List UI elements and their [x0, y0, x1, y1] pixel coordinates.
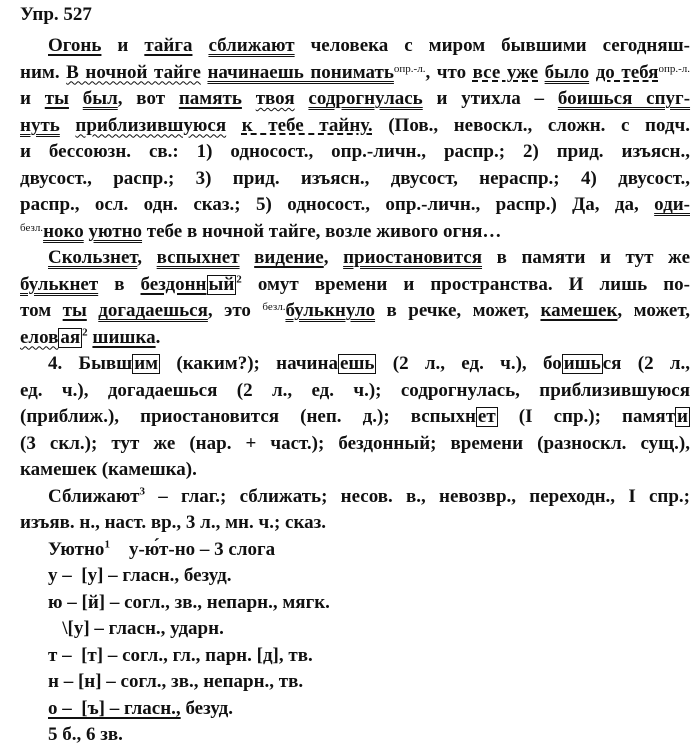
- marked-word: нуть: [20, 114, 60, 136]
- text-segment: Сближают: [48, 485, 140, 507]
- morpheme-box: ишь: [563, 353, 601, 374]
- text-segment: ся (2 л.,: [602, 353, 691, 374]
- marked-word: ты: [62, 300, 87, 321]
- text-segment: (Пов., невоскл., сложн. с подч.: [372, 114, 691, 136]
- marked-word: вспыхнет: [156, 247, 240, 268]
- text-segment: безуд.: [180, 697, 234, 719]
- text-line: [20, 113, 690, 140]
- text-segment: тебе в ночной тайге, возле живого огня…: [142, 220, 502, 242]
- text-segment: (3 скл.); тут же (нар. + част.); бездонный; времени (разноскл. сущ.),: [20, 432, 690, 454]
- marked-word: начинаешь понимать: [207, 61, 394, 83]
- text-segment: человека с миром бывшими сегодняш-: [294, 35, 690, 56]
- text-segment: [87, 300, 98, 321]
- annotation-label: безл.: [20, 221, 44, 234]
- morpheme-box: ешь: [339, 353, 375, 374]
- text-line: [20, 510, 690, 537]
- text-segment: и бессоюзн. св.: 1) односост., опр.-личн., распр.; 2) прид. изъясн.,: [20, 141, 690, 162]
- text-segment: (I спр.); памят: [497, 406, 676, 427]
- morpheme-box: им: [134, 353, 159, 374]
- text-line: [20, 722, 690, 749]
- text-segment: \[у] – гласн., ударн.: [48, 618, 224, 639]
- footnote-mark: 2: [82, 326, 88, 339]
- marked-word: твоя: [255, 88, 295, 109]
- marked-word: о – [ъ] – гласн.,: [48, 697, 181, 719]
- text-segment: .: [155, 326, 161, 348]
- footnote-mark: 3: [139, 485, 145, 498]
- marked-word: сближают: [208, 35, 295, 56]
- text-line: [20, 404, 690, 431]
- text-segment: , может,: [617, 300, 690, 321]
- text-segment: в речке, может,: [375, 300, 541, 321]
- text-line: [20, 351, 690, 378]
- text-line: [20, 590, 690, 617]
- text-segment: [60, 115, 76, 136]
- text-line: [20, 245, 690, 272]
- text-segment: , это: [207, 300, 263, 321]
- text-segment: распр., осл. одн. сказ.; 5) односост., опр.-личн., распр.) Да, да,: [20, 194, 655, 215]
- text-segment: ним.: [20, 61, 67, 83]
- text-segment: ,: [137, 247, 157, 268]
- text-segment: в памяти и тут же: [482, 247, 690, 268]
- marked-word: шишка: [92, 326, 156, 348]
- text-segment: в: [98, 273, 141, 295]
- text-line: [20, 643, 690, 670]
- text-line: [20, 219, 690, 246]
- text-line: [20, 60, 690, 87]
- annotation-label: безл.: [262, 301, 286, 313]
- text-segment: [192, 35, 208, 56]
- text-line: [20, 484, 690, 511]
- text-segment: двусост., распр.; 3) прид. изъясн., двусост, нераспр.; 4) двусост.,: [20, 167, 690, 189]
- text-segment: т – [т] – согл., гл., парн. [д], тв.: [48, 644, 313, 666]
- text-segment: и: [20, 88, 45, 109]
- marked-word: к тебе тайну.: [241, 114, 373, 136]
- marked-word: булькнет: [20, 273, 99, 295]
- exercise-title: Упр. 527: [20, 4, 92, 25]
- text-line: [20, 378, 690, 405]
- text-line: [20, 298, 690, 325]
- text-segment: ю – [й] – согл., зв., непарн., мягк.: [48, 591, 330, 613]
- text-segment: (приближ.), приостановится (неп. д.); вспыхн: [20, 406, 476, 427]
- marked-word: содрогнулась: [308, 88, 423, 109]
- text-segment: , вот: [117, 88, 179, 109]
- text-segment: и: [101, 35, 145, 56]
- text-segment: (каким?); начина: [160, 353, 338, 374]
- marked-word: уютно: [88, 220, 143, 242]
- text-line: [20, 139, 690, 166]
- text-line: [20, 563, 690, 590]
- text-segment: [295, 88, 309, 109]
- marked-word: приблизившуюся: [75, 114, 227, 136]
- text-line: [20, 192, 690, 219]
- marked-word: до тебя: [595, 61, 659, 83]
- text-segment: [242, 88, 256, 109]
- text-segment: у-ю́т-но – 3 слога: [109, 538, 276, 560]
- text-segment: 4. Бывш: [48, 353, 133, 374]
- marked-word: Огонь: [48, 35, 102, 56]
- text-segment: [589, 62, 596, 83]
- text-segment: 5 б., 6 зв.: [48, 724, 123, 745]
- marked-word: елов: [20, 326, 59, 348]
- marked-word: видение: [254, 247, 324, 268]
- text-segment: , что: [425, 61, 473, 83]
- text-segment: н – [н] – согл., зв., непарн., тв.: [48, 671, 304, 692]
- marked-word: было: [544, 61, 590, 83]
- text-segment: ,: [323, 247, 344, 268]
- text-segment: [226, 115, 242, 136]
- text-segment: омут времени и пространства. И лишь по-: [241, 273, 690, 295]
- morpheme-box: и: [677, 406, 688, 427]
- marked-word: догадаешься: [98, 300, 208, 321]
- marked-word: память: [178, 88, 242, 109]
- morpheme-box: ая: [60, 326, 81, 348]
- footnote-mark: 1: [104, 538, 110, 551]
- marked-word: был: [82, 88, 118, 109]
- marked-word: оди-: [654, 194, 690, 215]
- text-line: [20, 616, 690, 643]
- marked-word: все уже: [472, 61, 539, 83]
- text-segment: [240, 247, 255, 268]
- marked-word: ты: [44, 88, 69, 109]
- text-segment: [538, 62, 545, 83]
- marked-word: тайга: [144, 35, 193, 56]
- text-line: [20, 272, 690, 299]
- text-segment: камешек (камешка).: [20, 459, 197, 480]
- morpheme-box: ый: [208, 273, 235, 295]
- exercise-text: [20, 33, 690, 749]
- marked-word: камешек: [540, 300, 618, 321]
- text-line: [20, 669, 690, 696]
- marked-word: булькнуло: [285, 300, 376, 321]
- marked-word: бездонн: [140, 273, 207, 295]
- annotation-label: опр.-л.: [658, 62, 690, 75]
- text-segment: Уютно: [48, 538, 105, 560]
- morpheme-box: ет: [477, 406, 496, 427]
- text-segment: изъяв. н., наст. вр., 3 л., мн. ч.; сказ.: [20, 512, 327, 533]
- text-line: [20, 431, 690, 458]
- text-segment: у – [у] – гласн., безуд.: [48, 565, 232, 586]
- text-line: [20, 457, 690, 484]
- marked-word: приостановится: [343, 247, 483, 268]
- text-line: [20, 696, 690, 723]
- marked-word: В ночной тайге: [66, 61, 201, 83]
- text-segment: [69, 88, 83, 109]
- text-line: [20, 33, 690, 60]
- marked-word: Скользнет: [48, 247, 138, 268]
- marked-word: боишься спуг-: [557, 88, 691, 109]
- annotation-label: опр.-л.: [393, 62, 426, 75]
- text-segment: ед. ч.), догадаешься (2 л., ед. ч.); содрогнулась, приблизившуюся: [20, 379, 690, 401]
- marked-word: ноко: [43, 220, 84, 242]
- text-line: [20, 537, 690, 564]
- text-line: [20, 325, 690, 352]
- text-segment: том: [20, 300, 63, 321]
- text-segment: (2 л., ед. ч.), бо: [376, 353, 562, 374]
- text-line: [20, 86, 690, 113]
- text-line: [20, 166, 690, 193]
- text-segment: и утихла –: [422, 88, 558, 109]
- text-segment: – глаг.; сближать; несов. в., невозвр., переходн., I спр.;: [144, 485, 690, 507]
- footnote-mark: 2: [236, 273, 242, 286]
